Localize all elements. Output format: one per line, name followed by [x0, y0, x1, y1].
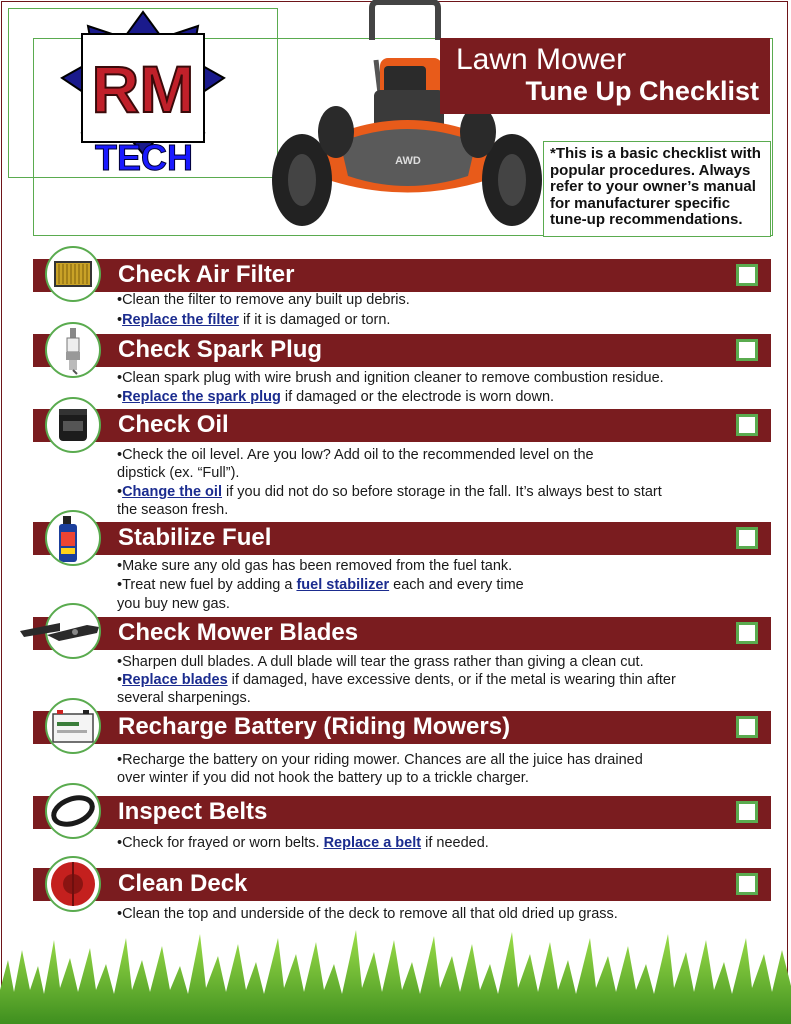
blades-line-1: •Sharpen dull blades. A dull blade will tear the grass rather than giving a clean cut. [117, 654, 644, 670]
oil-line-2: dipstick (ex. “Full”). [117, 465, 240, 481]
mower-deck-icon [45, 856, 101, 912]
replace-blades-link[interactable]: Replace blades [122, 672, 228, 688]
fuel-line-1: •Make sure any old gas has been removed from the fuel tank. [117, 558, 513, 574]
change-oil-link[interactable]: Change the oil [122, 484, 222, 500]
section-title-belts: Inspect Belts [118, 798, 268, 825]
replace-filter-link[interactable]: Replace the filter [122, 312, 239, 328]
fuel-stabilizer-link[interactable]: fuel stabilizer [296, 577, 390, 593]
spark-plug-line-2: •Replace the spark plug if damaged or the electrode is worn down. [117, 389, 555, 405]
replace-belt-link[interactable]: Replace a belt [323, 835, 422, 851]
checkbox-fuel[interactable] [736, 527, 758, 549]
logo-tech-text: TECH [95, 137, 193, 178]
spark-plug-line-1: •Clean spark plug with wire brush and ignition cleaner to remove combustion residue. [117, 370, 664, 386]
checkbox-deck[interactable] [736, 873, 758, 895]
section-title-air-filter: Check Air Filter [118, 261, 295, 288]
fuel-line-3: you buy new gas. [117, 596, 230, 612]
air-filter-line-1: •Clean the filter to remove any built up debris. [117, 292, 410, 308]
blades-line-2: •Replace blades if damaged, have excessive dents, or if the metal is wearing thin after [117, 672, 676, 688]
checkbox-oil[interactable] [736, 414, 758, 436]
oil-line-1: •Check the oil level. Are you low? Add oil to the recommended level on the [117, 447, 594, 463]
section-title-deck: Clean Deck [118, 870, 248, 897]
oil-filter-icon [45, 397, 101, 453]
battery-line-2: over winter if you did not hook the battery up to a trickle charger. [117, 770, 529, 786]
fuel-line-2: •Treat new fuel by adding a fuel stabilizer each and every time [117, 577, 524, 593]
section-title-fuel: Stabilize Fuel [118, 524, 272, 551]
oil-line-4: the season fresh. [117, 502, 229, 518]
section-title-battery: Recharge Battery (Riding Mowers) [118, 713, 511, 740]
deck-line-1: •Clean the top and underside of the deck to remove all that old dried up grass. [117, 906, 618, 922]
rm-tech-logo [58, 8, 228, 180]
spark-plug-icon [45, 322, 101, 378]
page-title-line2: Tune Up Checklist [525, 76, 759, 106]
page-title-line1: Lawn Mower [456, 43, 627, 76]
disclaimer-note: *This is a basic checklist with popular procedures. Always refer to your owner’s manual for manufacturer specific tune-up recommendations. [543, 141, 771, 237]
mower-blade-tip-icon [20, 615, 60, 639]
mower-badge: AWD [395, 155, 421, 167]
oil-line-3: •Change the oil if you did not do so before storage in the fall. It’s always best to start [117, 484, 662, 500]
battery-line-1: •Recharge the battery on your riding mower. Chances are all the juice has drained [117, 752, 643, 768]
replace-spark-plug-link[interactable]: Replace the spark plug [122, 389, 281, 405]
belts-line-1: •Check for frayed or worn belts. Replace a belt if needed. [117, 835, 489, 851]
checkbox-belts[interactable] [736, 801, 758, 823]
blades-line-3: several sharpenings. [117, 690, 251, 706]
checkbox-blades[interactable] [736, 622, 758, 644]
grass-footer-image [0, 920, 791, 1024]
checkbox-battery[interactable] [736, 716, 758, 738]
section-title-blades: Check Mower Blades [118, 619, 359, 646]
lawn-mower-image [262, 0, 552, 236]
belt-icon [45, 783, 101, 839]
checkbox-air-filter[interactable] [736, 264, 758, 286]
air-filter-icon [45, 246, 101, 302]
logo-rm-text: RM [91, 52, 195, 126]
section-title-oil: Check Oil [118, 411, 229, 438]
section-title-spark-plug: Check Spark Plug [118, 336, 323, 363]
checkbox-spark-plug[interactable] [736, 339, 758, 361]
fuel-stabilizer-icon [45, 510, 101, 566]
air-filter-line-2: •Replace the filter if it is damaged or torn. [117, 312, 391, 328]
battery-icon [45, 698, 101, 754]
